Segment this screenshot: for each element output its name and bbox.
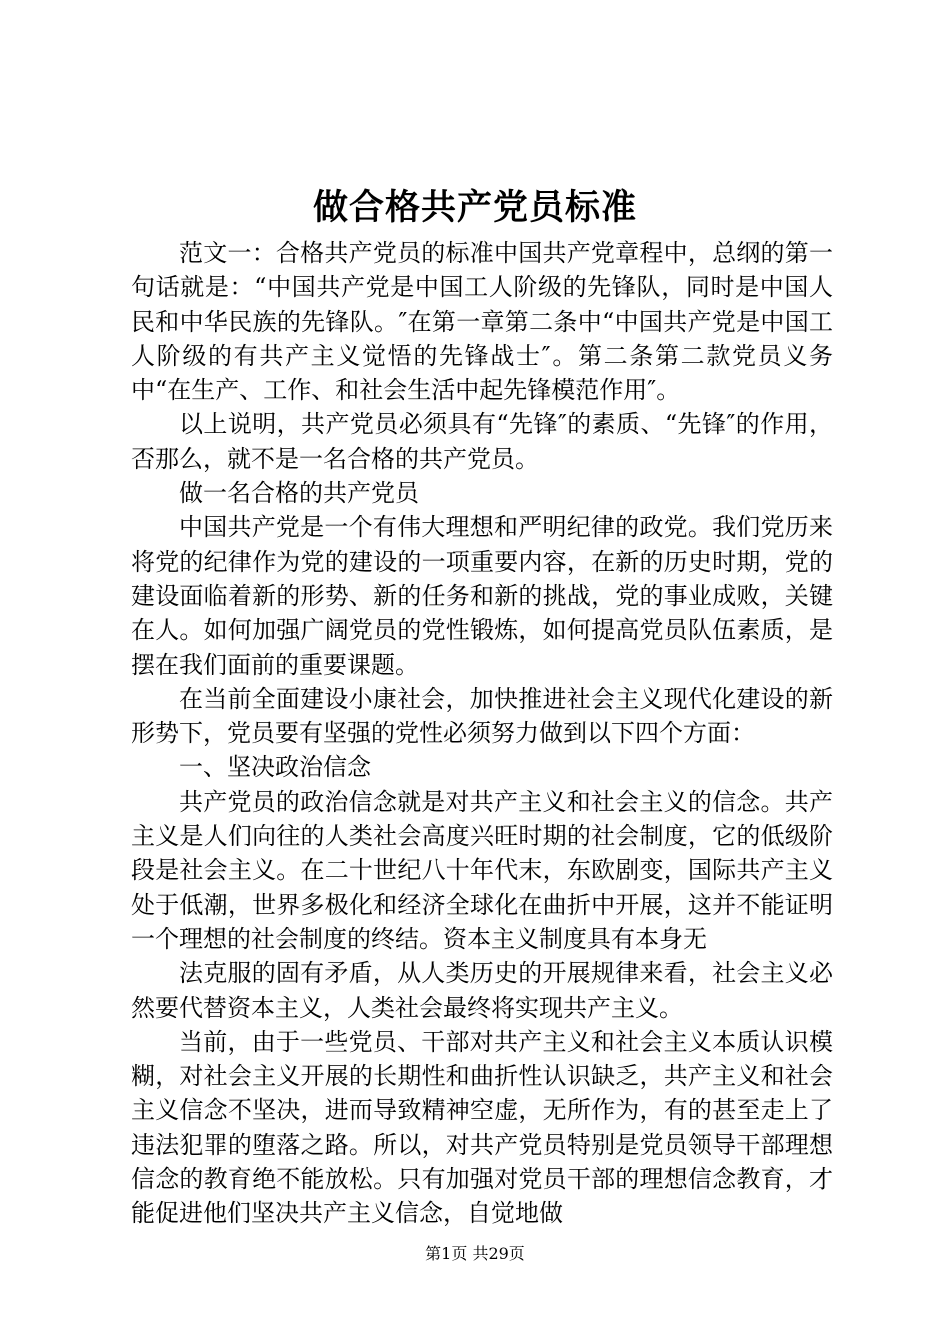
paragraph: 以上说明，共产党员必须具有“先锋″的素质、“先锋″的作用，否那么，就不是一名合格的共产党员。 (131, 410, 833, 473)
paragraph: 共产党员的政治信念就是对共产主义和社会主义的信念。共产主义是人们向往的人类社会高度兴旺时期的社会制度，它的低级阶段是社会主义。在二十世纪八十年代末，东欧剧变，国际共产主义处于低潮，世界多极化和经济全球化在曲折中开展，这并不能证明一个理想的社会制度的终结。资本主义制度具有本身无 (131, 787, 833, 953)
document-body (131, 236, 833, 1231)
paragraph: 做一名合格的共产党员 (179, 479, 419, 508)
paragraph: 当前，由于一些党员、干部对共产主义和社会主义本质认识模糊，对社会主义开展的长期性和曲折性认识缺乏，共产主义和社会主义信念不坚决，进而导致精神空虚，无所作为，有的甚至走上了违法犯罪的堕落之路。所以，对共产党员特别是党员领导干部理想信念的教育绝不能放松。只有加强对党员干部的理想信念教育，才能促进他们坚决共产主义信念，自觉地做 (131, 1027, 833, 1228)
paragraph: 法克服的固有矛盾，从人类历史的开展规律来看，社会主义必然要代替资本主义，人类社会最终将实现共产主义。 (131, 959, 833, 1022)
page-footer: 第1页 共29页 (425, 1244, 525, 1263)
paragraph: 中国共产党是一个有伟大理想和严明纪律的政党。我们党历来将党的纪律作为党的建设的一项重要内容，在新的历史时期，党的建设面临着新的形势、新的任务和新的挑战，党的事业成败，关键在人。如何加强广阔党员的党性锻炼，如何提高党员队伍素质，是摆在我们面前的重要课题。 (131, 513, 833, 679)
document-title: 做合格共产党员标准 (312, 187, 637, 228)
paragraph: 范文一：合格共产党员的标准中国共产党章程中，总纲的第一句话就是：“中国共产党是中国工人阶级的先锋队，同时是中国人民和中华民族的先锋队。″在第一章第二条中“中国共产党是中国工人阶级的有共产主义觉悟的先锋战士″。第二条第二款党员义务中“在生产、工作、和社会生活中起先锋模范作用″。 (131, 239, 833, 405)
paragraph: 在当前全面建设小康社会，加快推进社会主义现代化建设的新形势下，党员要有坚强的党性必须努力做到以下四个方面： (131, 684, 833, 748)
paragraph: 一、坚决政治信念 (179, 753, 371, 782)
